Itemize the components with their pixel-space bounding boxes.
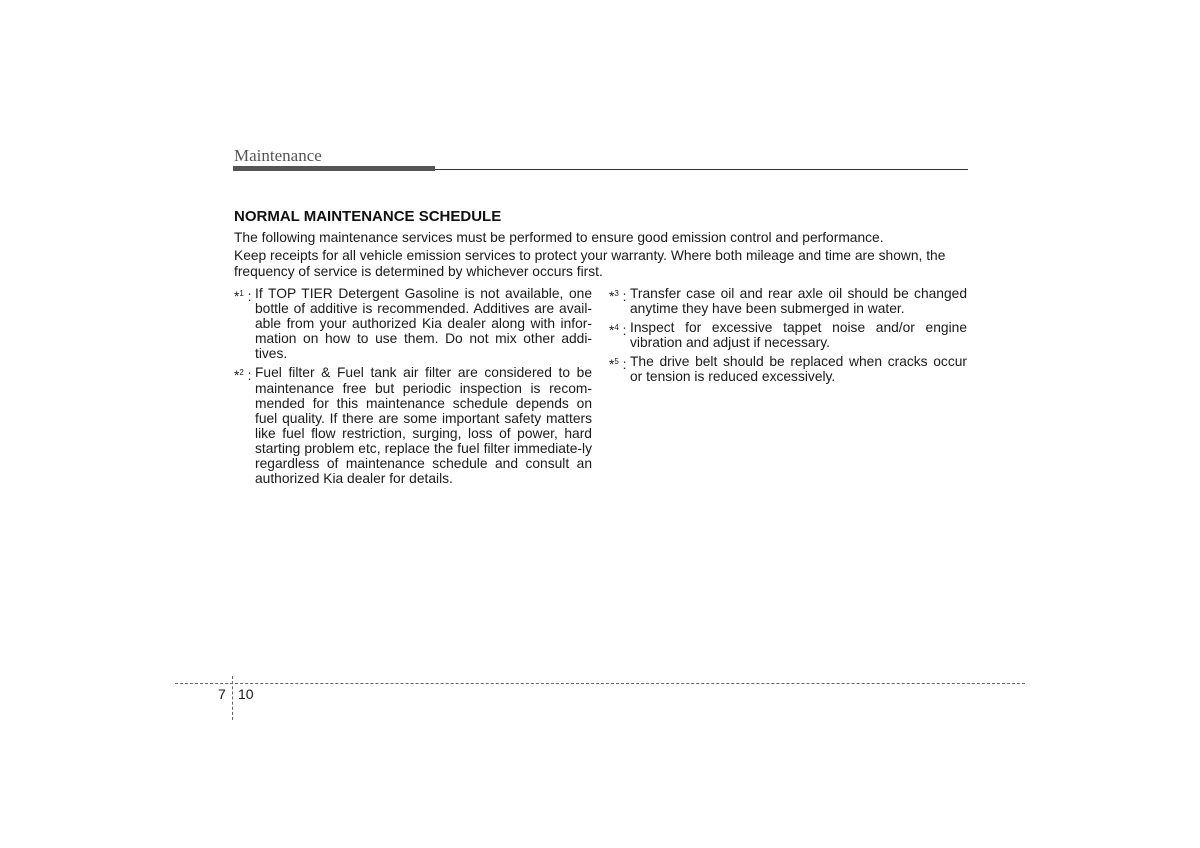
notes-left-column [234,286,592,490]
footnote [609,320,967,350]
footnote [234,286,592,361]
footnote-marker: *$^1$ : [234,289,252,304]
warranty-paragraph: Keep receipts for all vehicle emission services to protect your warranty. Where both mileage and time are shown, the frequency of service is determined by whichever occurs first. [234,248,946,279]
footnote-text: Fuel filter & Fuel tank air filter are considered to be maintenance free but periodic inspection is recom-mended for this maintenance schedule depends on fuel quality. If there are some important safety matters like fuel flow restriction, surging, loss of power, hard starting problem etc, replace the fuel filter immediate-ly regardless of maintenance schedule and consult an authorized Kia dealer for details. [255,365,592,487]
footnote [234,365,592,486]
chapter-number: 7 [218,686,226,702]
page-number: 10 [238,686,254,702]
section-title: Maintenance [234,146,322,165]
header-rule-accent [233,166,435,171]
footnote-text: Inspect for excessive tappet noise and/or engine vibration and adjust if necessary. [630,320,967,351]
footnote-marker: *$^4$ : [609,323,627,339]
footnote-marker: *$^2$ : [234,368,252,384]
intro-paragraph: The following maintenance services must be performed to ensure good emission control and performance. [234,230,884,245]
footnote-marker: *$^3$ : [609,289,627,304]
footnote-text: The drive belt should be replaced when cracks occur or tension is reduced excessively. [630,354,967,385]
footnote [609,286,967,316]
footnote [609,354,967,384]
notes-right-column [609,286,967,389]
page-heading: NORMAL MAINTENANCE SCHEDULE [234,208,502,225]
footer-page-separator [232,676,233,720]
footer-divider [175,683,1025,684]
footnote-text: If TOP TIER Detergent Gasoline is not available, one bottle of additive is recommended. Additives are avail-able from your authorized Kia dealer along with infor-mation on how to use them. Do not mix other addi-tives. [255,286,592,362]
footnote-text: Transfer case oil and rear axle oil should be changed anytime they have been submerged in water. [630,286,967,317]
footnote-marker: *$^5$ : [609,357,627,373]
